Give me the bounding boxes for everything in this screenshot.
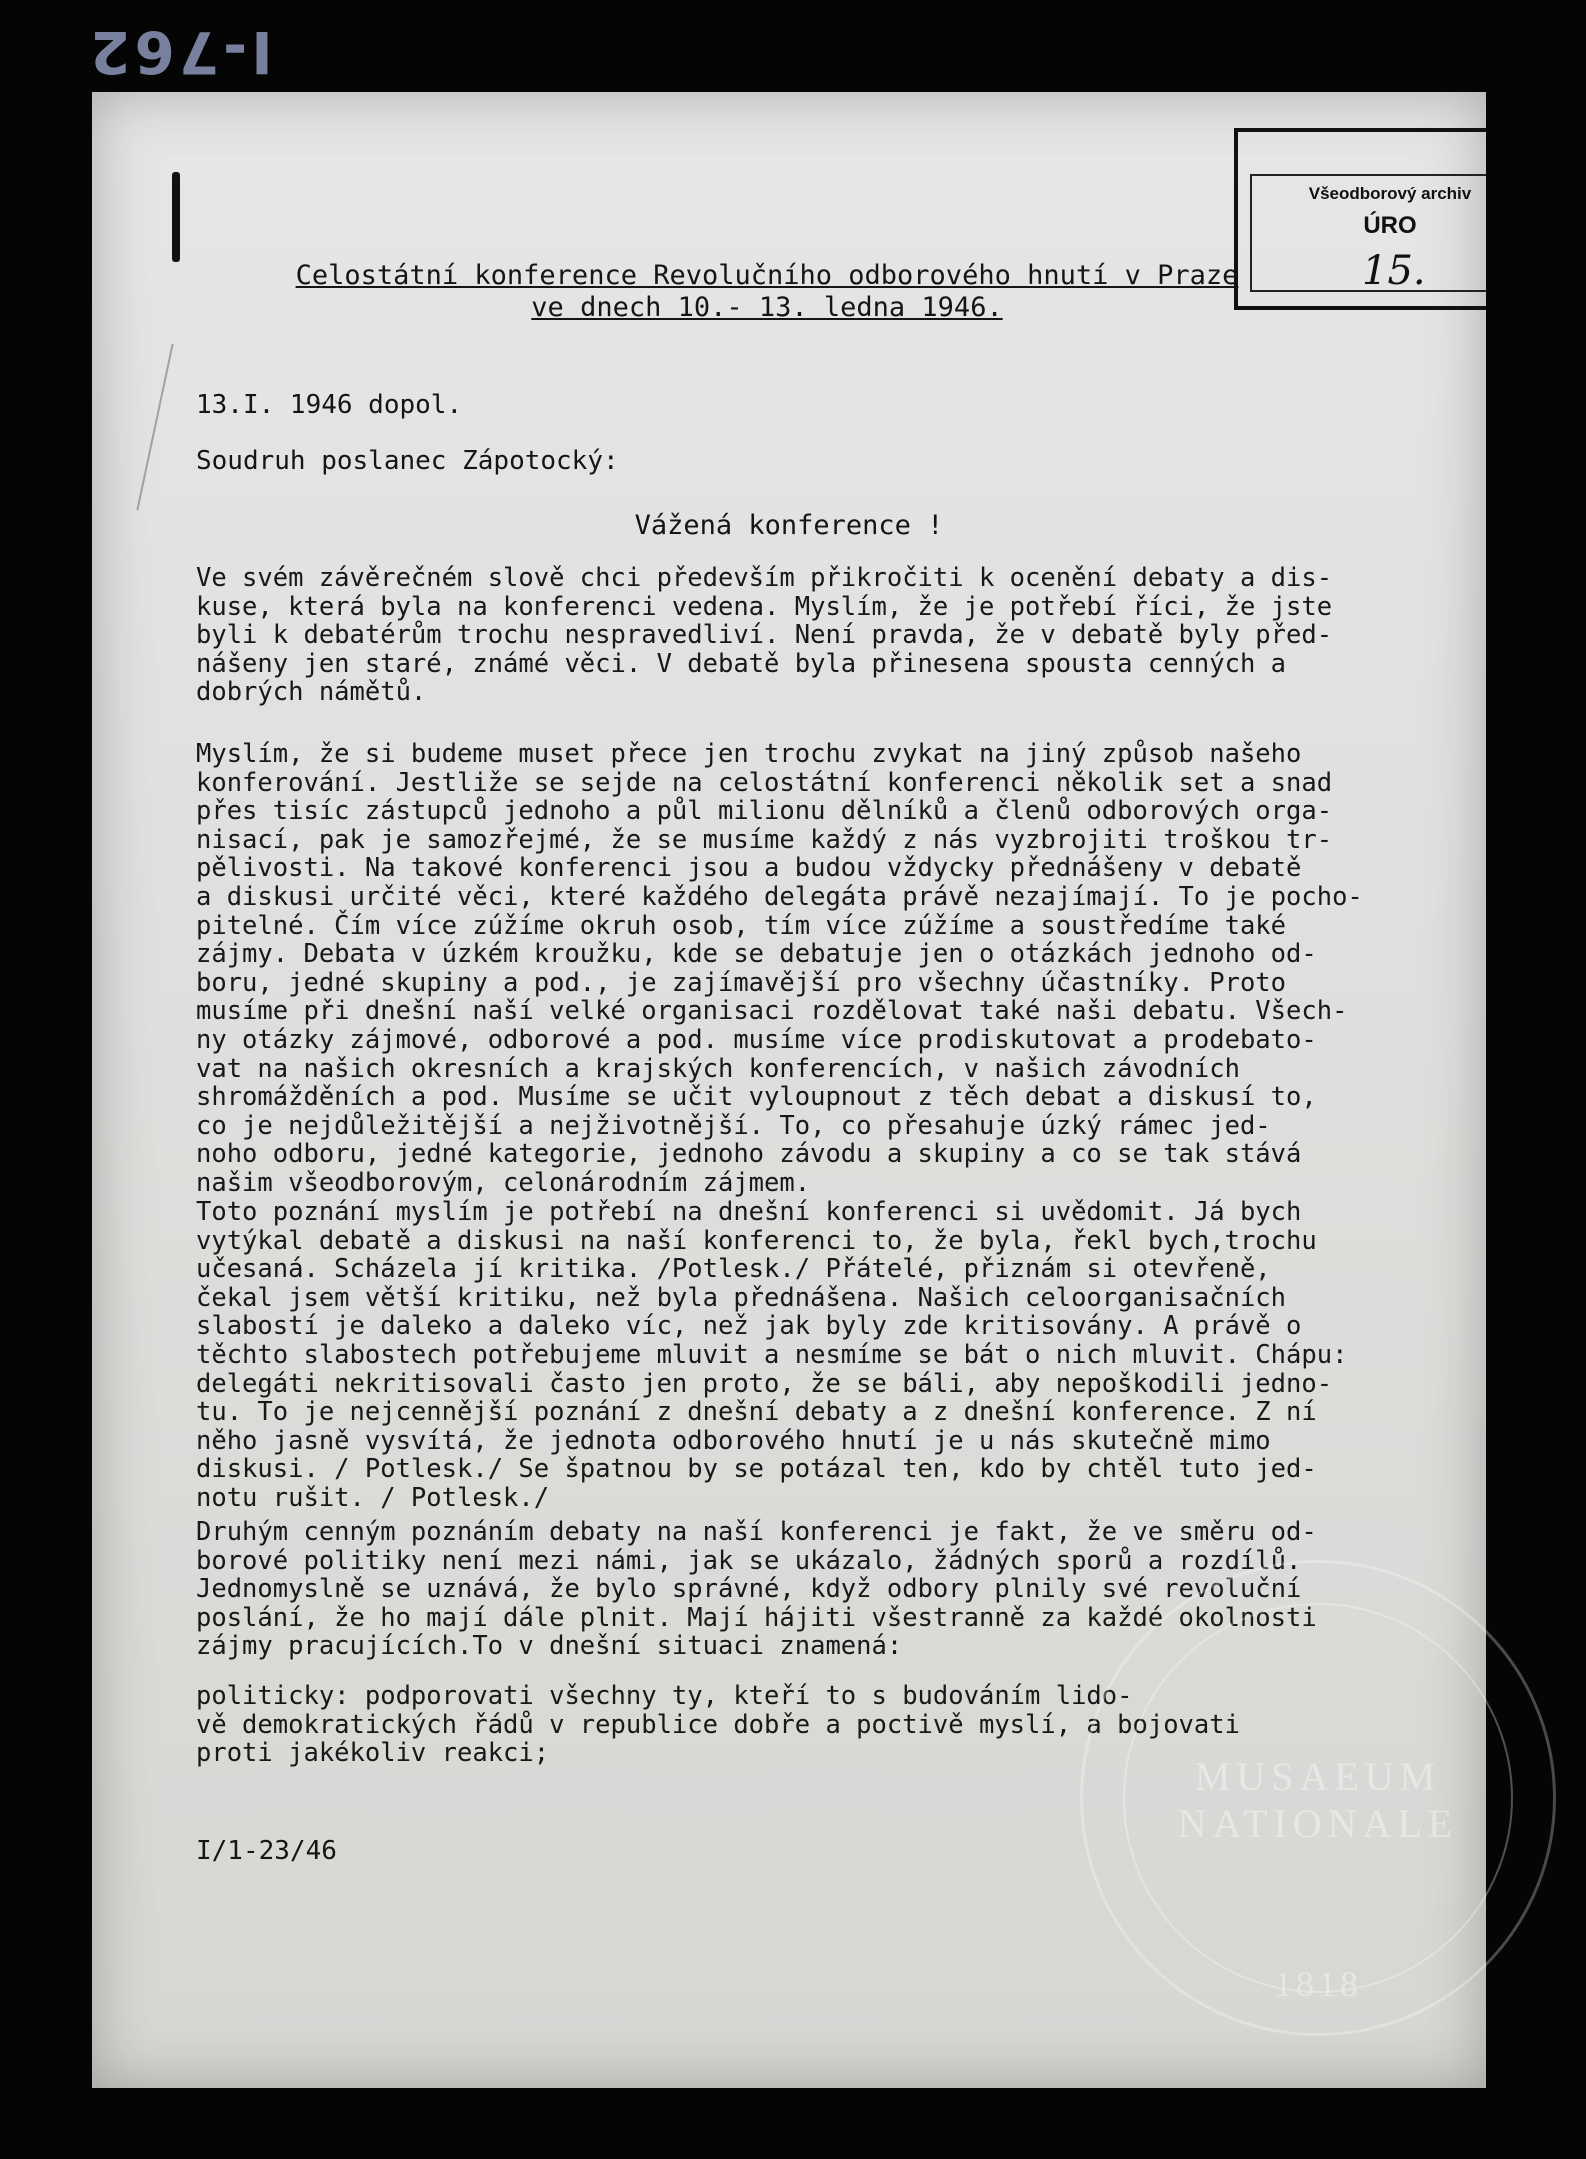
archive-number: 15. <box>1362 248 1426 294</box>
speaker-line: Soudruh poslanec Zápotocký: <box>196 446 619 476</box>
document-subtitle: ve dnech 10.- 13. ledna 1946. <box>531 292 1003 323</box>
date-line: 13.I. 1946 dopol. <box>196 390 463 420</box>
pencil-margin-mark <box>136 344 173 511</box>
paragraph-2: Myslím, že si budeme muset přece jen trochu zvykat na jiný způsob našeho konferování. Jestliže se sejde na celostátní konferenci několik set a snad přes tisíc zástupců jednoho a půl milionu dělníků a členů odborových orga- nisací, pak je samozřejmé, že se musíme každý z nás vyzbrojiti troškou tr- pělivosti. Na takové konferenci jsou a budou vždycky přednášeny v debatě a diskusi určité věci, které každého delegáta právě nezajímají. To je pocho- pitelné. Čím více zúžíme okruh osob, tím více zúžíme a soustředíme také zájmy. Debata v úzkém kroužku, kde se debatuje jen o otázkách jednoho od- boru, jedné skupiny a pod., je zajímavější pro všechny účastníky. Proto musíme při dnešní naší velké organisaci rozdělovat také naši debatu. Všech- ny otázky zájmové, odborové a pod. musíme více prodiskutovat a prodebato- vat na našich okresních a krajských konferencích, v našich závodních shromážděních a pod. Musíme se učit vyloupnout z těch debat a diskusí to, co je nejdůležitější a nejživotnější. To, co přesahuje úzký rámec jed- noho odboru, jedné kategorie, jednoho závodu a skupiny a co se tak stává našim všeodborovým, celonárodním zájmem. <box>196 739 1363 1198</box>
paragraph-3: Toto poznání myslím je potřebí na dnešní konferenci si uvědomit. Já bych vytýkal debatě a diskusi na naší konferenci to, že byla, řekl bych,trochu učesaná. Scházela jí kritika. /Potlesk./ Přátelé, přiznám si otevřeně, čekal jsem větší kritiku, než byla přednášena. Našich celoorganisačních slabostí je daleko a daleko víc, než jak byly zde kritisovány. A právě o těchto slabostech potřebujeme mluvit a nesmíme se bát o nich mluvit. Chápu: delegáti nekritisovali často jen proto, že se báli, aby nepoškodili jedno- tu. To je nejcennější poznání z dnešní debaty a z dnešní konference. Z ní něho jasně vysvítá, že jednota odborového hnutí je u nás skutečně mimo diskusi. / Potlesk./ Se špatnou by se potázal ten, kdo by chtěl tuto jed- notu rušit. / Potlesk./ <box>196 1197 1348 1513</box>
museum-seal-watermark <box>1080 1560 1556 2036</box>
paragraph-4: Druhým cenným poznáním debaty na naší konferenci je fakt, že ve směru od- borové politiky není mezi námi, jak se ukázalo, žádných sporů a rozdílů. Jednomyslně se uznává, že bylo správné, když odbory plnily své revoluční poslání, že ho mají dále plnit. Mají hájiti všestranně za každé okolnosti zájmy pracujících.To v dnešní situaci znamená: <box>196 1517 1317 1662</box>
archive-code: ÚRO <box>1363 212 1417 239</box>
paragraph-5: politicky: podporovati všechny ty, kteří to s budováním lido- vě demokratických řádů v republice dobře a poctivě myslí, a bojovati proti jakékoliv reakci; <box>196 1681 1240 1769</box>
punch-hole-mark <box>172 172 180 262</box>
archive-name: Všeodborový archiv <box>1308 184 1472 203</box>
seal-label: MUSAEUM NATIONALE <box>1177 1754 1459 1846</box>
seal-year: 1818 <box>1274 1964 1362 2004</box>
reference-number: I/1-23/46 <box>196 1836 337 1866</box>
salutation: Vážená konference ! <box>634 510 944 541</box>
paragraph-1: Ve svém závěrečném slově chci především přikročiti k ocenění debaty a dis- kuse, která byla na konferenci vedena. Myslím, že je potřebí říci, že jste byli k debatérům trochu nespravedliví. Není pravda, že v debatě byly před- nášeny jen staré, známé věci. V debatě byla přinesena spousta cenných a dobrých námětů. <box>196 563 1333 708</box>
document-title: Celostátní konference Revolučního odborového hnutí v Praze <box>295 260 1239 291</box>
film-handwritten-note: I-762 <box>86 18 273 86</box>
